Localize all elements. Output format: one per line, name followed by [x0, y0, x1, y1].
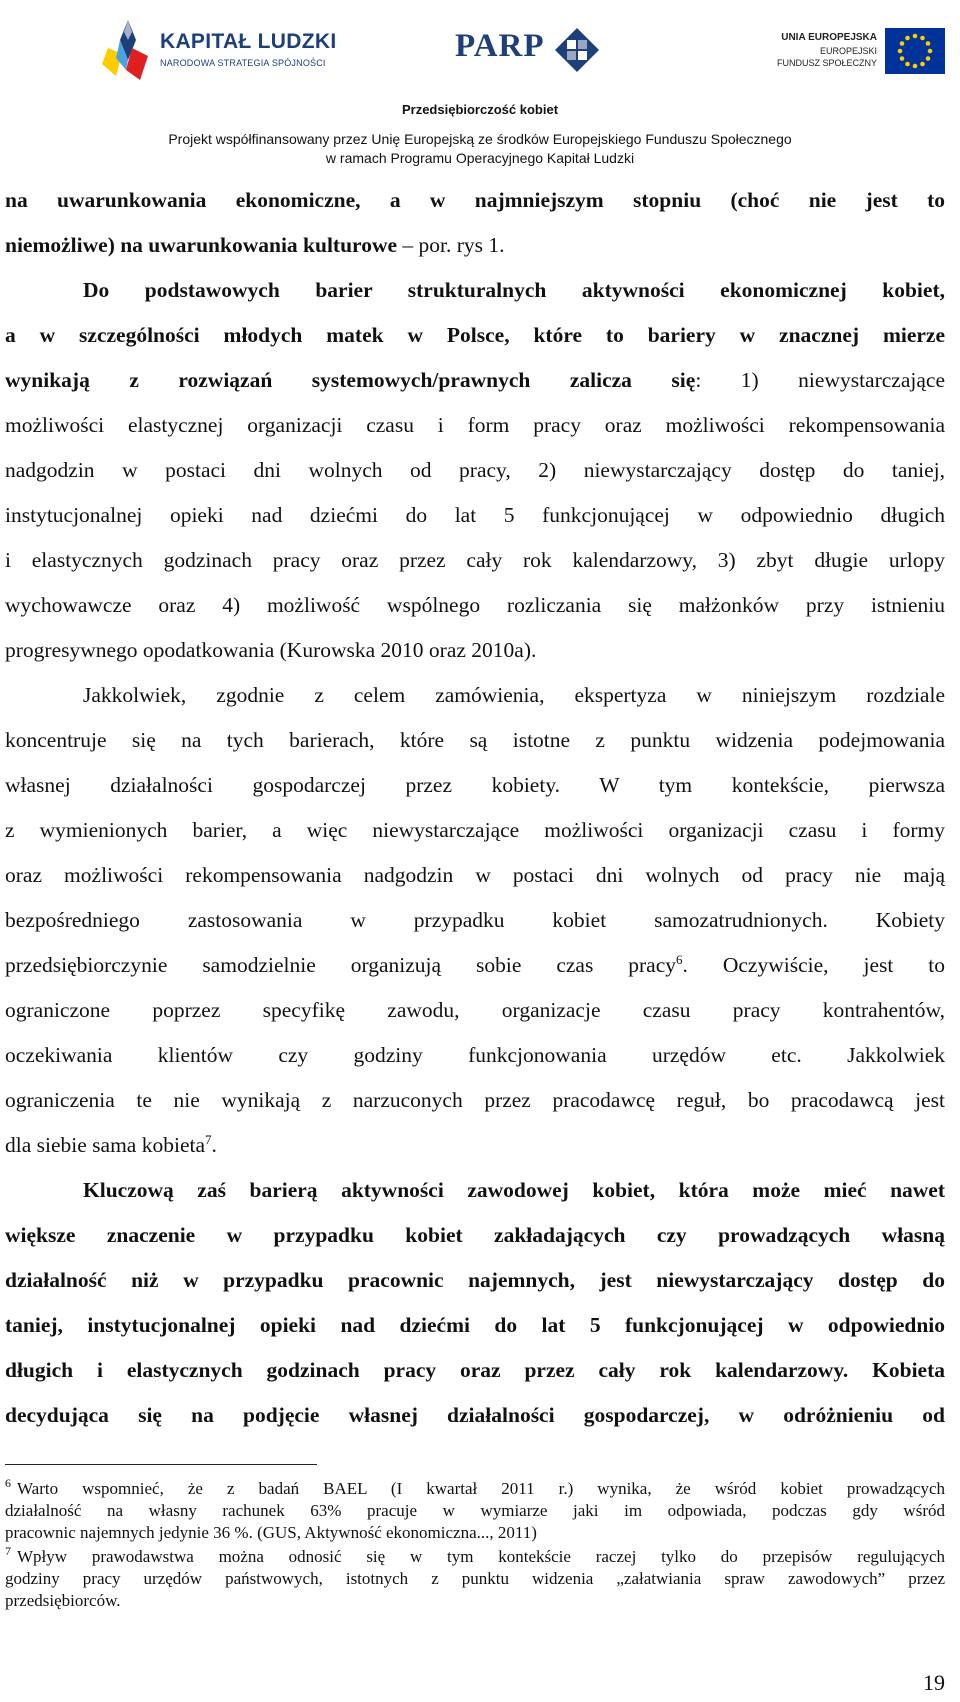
- footnote-6-line-1: [5, 1478, 945, 1500]
- project-title: Przedsiębiorczość kobiet: [401, 102, 559, 117]
- body-line-5-rest: : 1) niewystarczające: [695, 368, 945, 392]
- kapital-ludzki-logo: [98, 18, 348, 88]
- project-funding-line: Projekt współfinansowany przez Unię Europejską ze środków Europejskiego Funduszu Społecznego: [168, 131, 792, 147]
- body-line-2-bold: niemożliwe) na uwarunkowania kulturowe: [5, 233, 398, 257]
- footnote-7-number: 7: [5, 1544, 11, 1559]
- project-program-line: w ramach Programu Operacyjnego Kapitał Ludzki: [325, 150, 635, 166]
- footnote-7-line-3: przedsiębiorców.: [5, 1591, 121, 1610]
- body-line-18-rest: . Oczywiście, jest to: [682, 953, 946, 977]
- body-line-2-rest: – por. rys 1.: [402, 233, 505, 257]
- footnote-7-line-2: godziny pracy urzędów państwowych, istotnych z punktu widzenia „załatwiania spraw zawodowych” przez: [5, 1569, 945, 1588]
- eu-subtitle-1: EUROPEJSKI: [819, 46, 877, 56]
- eu-title: UNIA EUROPEJSKA: [781, 32, 877, 43]
- body-line-18-text: przedsiębiorczynie samodzielnie organizują sobie czas pracy: [5, 953, 677, 977]
- body-line-14: własnej działalności gospodarczej przez kobiety. W tym kontekście, pierwsza: [5, 773, 945, 797]
- body-line-22: [5, 1131, 945, 1159]
- body-line-15: z wymienionych barier, a więc niewystarczające możliwości organizacji czasu i formy: [5, 818, 945, 842]
- body-line-23: Kluczową zaś barierą aktywności zawodowej kobiet, która może mieć nawet: [83, 1178, 945, 1202]
- body-line-8: instytucjonalnej opieki nad dziećmi do lat 5 funkcjonującej w odpowiednio długich: [5, 503, 945, 527]
- page-number: 19: [923, 1670, 945, 1695]
- parp-logo-text: PARP: [455, 28, 545, 64]
- body-line-19: ograniczone poprzez specyfikę zawodu, organizacje czasu pracy kontrahentów,: [5, 998, 945, 1022]
- body-line-1: na uwarunkowania ekonomiczne, a w najmniejszym stopniu (choć nie jest to: [5, 188, 945, 212]
- parp-diamond-icon: [553, 26, 601, 74]
- body-line-2: [5, 231, 945, 259]
- body-line-27: długich i elastycznych godzinach pracy oraz przez cały rok kalendarzowy. Kobieta: [5, 1358, 945, 1382]
- body-line-25: działalność niż w przypadku pracownic najemnych, jest niewystarczający dostęp do: [5, 1268, 945, 1292]
- body-line-17: bezpośredniego zastosowania w przypadku kobiet samozatrudnionych. Kobiety: [5, 908, 945, 932]
- body-line-7: nadgodzin w postaci dni wolnych od pracy, 2) niewystarczający dostęp do taniej,: [5, 458, 945, 482]
- body-line-22-rest: .: [211, 1133, 217, 1157]
- body-line-11: progresywnego opodatkowania (Kurowska 2010 oraz 2010a).: [5, 638, 537, 662]
- body-line-21: ograniczenia te nie wynikają z narzuconych przez pracodawcę reguł, bo pracodawcą jest: [5, 1088, 945, 1112]
- body-line-5-bold: wynikają z rozwiązań systemowych/prawnych zalicza się: [5, 368, 696, 392]
- body-line-12: Jakkolwiek, zgodnie z celem zamówienia, ekspertyza w niniejszym rozdziale: [83, 683, 945, 707]
- footnote-separator: [5, 1464, 317, 1465]
- footnote-ref-7[interactable]: 7: [205, 1131, 212, 1147]
- eu-flag-icon: [885, 28, 945, 74]
- body-line-13: koncentruje się na tych barierach, które są istotne z punktu widzenia podejmowania: [5, 728, 945, 752]
- body-line-4: a w szczególności młodych matek w Polsce, które to bariery w znacznej mierze: [5, 323, 945, 347]
- body-line-24: większe znaczenie w przypadku kobiet zakładających czy prowadzących własną: [5, 1223, 945, 1247]
- body-line-28: decydująca się na podjęcie własnej działalności gospodarczej, w odróżnieniu od: [5, 1403, 945, 1427]
- body-line-5: [5, 366, 945, 394]
- kapital-ludzki-emblem-icon: [98, 18, 154, 86]
- footnote-ref-6[interactable]: 6: [676, 951, 683, 967]
- kapital-ludzki-title: KAPITAŁ LUDZKI: [160, 30, 337, 53]
- footnote-6-line-2: działalność na własny rachunek 63% pracuje w wymiarze jaki im odpowiada, podczas gdy wśród: [5, 1501, 945, 1520]
- footnote-7-line-1: [5, 1546, 945, 1568]
- body-line-3: Do podstawowych barier strukturalnych aktywności ekonomicznej kobiet,: [83, 278, 945, 302]
- parp-logo: [455, 22, 605, 82]
- body-line-9: i elastycznych godzinach pracy oraz przez cały rok kalendarzowy, 3) zbyt długie urlopy: [5, 548, 945, 572]
- footnote-7-text-1: Wpływ prawodawstwa można odnosić się w tym kontekście raczej tylko do przepisów regulujących: [17, 1547, 945, 1566]
- body-line-6: możliwości elastycznej organizacji czasu i form pracy oraz możliwości rekompensowania: [5, 413, 945, 437]
- body-line-18: [5, 951, 945, 979]
- body-line-20: oczekiwania klientów czy godziny funkcjonowania urzędów etc. Jakkolwiek: [5, 1043, 945, 1067]
- kapital-ludzki-subtitle: NARODOWA STRATEGIA SPÓJNOŚCI: [160, 58, 326, 68]
- footnote-6-text-1: Warto wspomnieć, że z badań BAEL (I kwartał 2011 r.) wynika, że wśród kobiet prowadzących: [17, 1479, 945, 1498]
- body-line-10: wychowawcze oraz 4) możliwość wspólnego rozliczania się małżonków przy istnieniu: [5, 593, 945, 617]
- page-header: [0, 0, 960, 170]
- body-line-16: oraz możliwości rekompensowania nadgodzin w postaci dni wolnych od pracy nie mają: [5, 863, 945, 887]
- footnote-6-number: 6: [5, 1476, 11, 1491]
- eu-subtitle-2: FUNDUSZ SPOŁECZNY: [776, 58, 877, 68]
- body-line-26: taniej, instytucjonalnej opieki nad dziećmi do lat 5 funkcjonującej w odpowiednio: [5, 1313, 945, 1337]
- footnote-6-line-3: pracownic najemnych jedynie 36 %. (GUS, Aktywność ekonomiczna..., 2011): [5, 1523, 537, 1542]
- eu-logo: [765, 28, 945, 78]
- body-line-22-text: dla siebie sama kobieta: [5, 1133, 205, 1157]
